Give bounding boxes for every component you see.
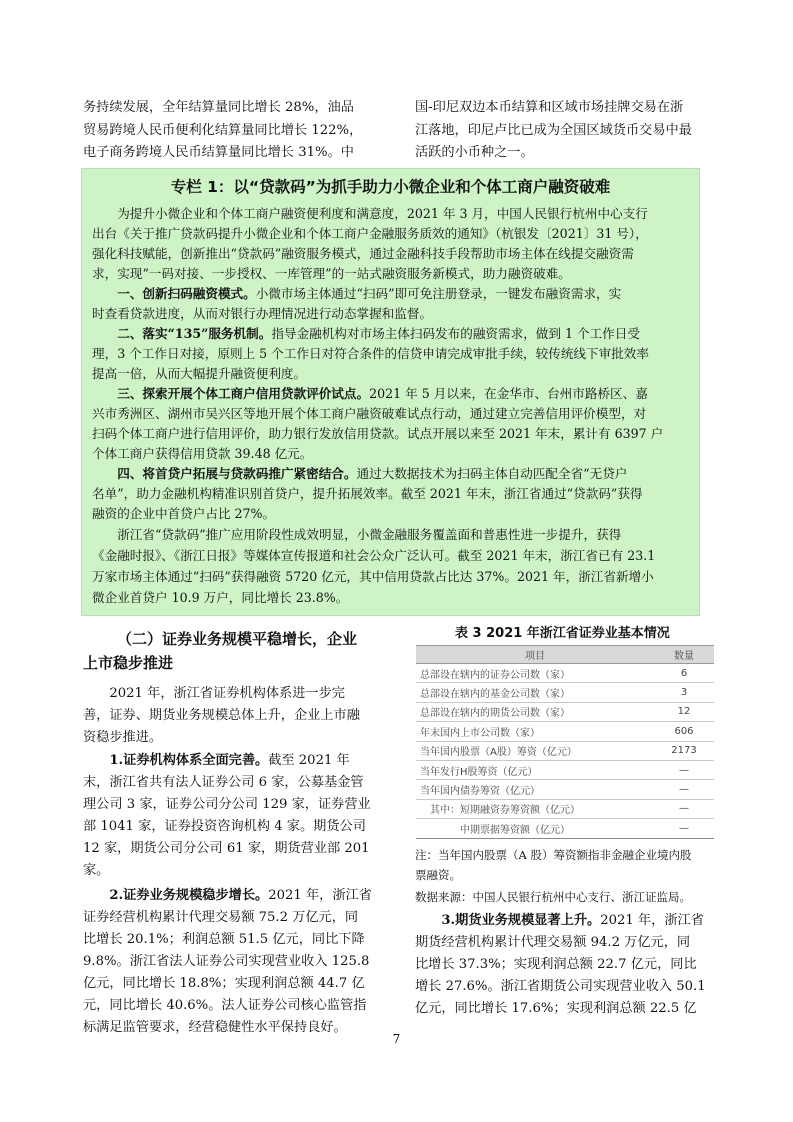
box-line: 出台《关于推广贷款码提升小微企业和个体工商户金融服务质效的通知》（杭银发〔2021〕31 号）， bbox=[92, 226, 648, 241]
text-line bbox=[415, 911, 715, 930]
text-line: 亿元，同比增长 18.8%；实现利润总额 44.7 亿 bbox=[83, 976, 365, 991]
text-line: 末，浙江省共有法人证券公司 6 家，公募基金管 bbox=[83, 775, 364, 790]
box-text: 指导金融机构对市场主体扫码发布的融资需求，做到 1 个工作日受 bbox=[271, 326, 640, 341]
table-cell: 当年国内股票（A股）筹资（亿元） bbox=[416, 741, 654, 760]
text-line: 9.8%。浙江省法人证券公司实现营业收入 125.8 bbox=[83, 954, 370, 969]
box-line: 为提升小微企业和个体工商户融资便利度和满意度，2021 年 3 月，中国人民银行杭州中心支行 bbox=[92, 206, 648, 221]
point-heading: 一、创新扫码融资模式。 bbox=[92, 286, 256, 301]
column-header: 数量 bbox=[654, 646, 714, 664]
text: 2021 年，浙江省 bbox=[268, 888, 372, 903]
box-line: 求，实现“一码对接、一步授权、一库管理”的一站式融资服务新模式，助力融资破难。 bbox=[92, 266, 571, 281]
column-box bbox=[81, 168, 700, 616]
text-line: 理公司 3 家，证券公司分公司 129 家，证券营业 bbox=[83, 797, 371, 812]
table-header-row bbox=[416, 646, 714, 664]
box-line: 浙江省“贷款码”推广应用阶段性成效明显，小微金融服务覆盖面和普惠性进一步提升，获得 bbox=[92, 527, 622, 542]
text-line: 务持续发展，全年结算量同比增长 28%，油品 bbox=[83, 100, 354, 115]
text-line: 元，同比增长 40.6%。法人证券公司核心监管指 bbox=[83, 998, 367, 1013]
text-line: 12 家，期货公司分公司 61 家，期货营业部 201 bbox=[83, 841, 370, 856]
box-line: 融资的企业中首贷户占比 27%。 bbox=[92, 506, 276, 521]
table-cell: 中期票据筹资额（亿元） bbox=[416, 819, 654, 838]
table-cell: 12 bbox=[654, 702, 714, 721]
text-line: 比增长 37.3%；实现利润总额 22.7 亿元，同比 bbox=[415, 957, 697, 972]
box-line bbox=[92, 285, 621, 303]
text: 2021 年，浙江省 bbox=[600, 913, 704, 928]
table-cell: 2173 bbox=[654, 741, 714, 760]
box-text: 2021 年 5 月以来，在金华市、台州市路桥区、嘉 bbox=[369, 386, 648, 401]
point-heading: 三、探索开展个体工商户信用贷款评价试点。 bbox=[92, 386, 370, 401]
text-line: 亿元，同比增长 17.6%；实现利润总额 22.5 亿 bbox=[415, 1001, 697, 1016]
text-line: 贸易跨境人民币便利化结算量同比增长 122%， bbox=[83, 123, 363, 138]
page-number: 7 bbox=[392, 1032, 401, 1046]
box-line bbox=[92, 325, 640, 343]
box-line: 万家市场主体通过“扫码”获得融资 5720 亿元，其中信用贷款占比达 37%。2021 年，浙江省新增小 bbox=[92, 569, 654, 584]
box-line: 个体工商户获得信用贷款 39.48 亿元。 bbox=[92, 446, 313, 461]
box-text: 通过大数据技术为扫码主体自动匹配全省“无贷户 bbox=[356, 466, 628, 481]
table-cell: 6 bbox=[654, 664, 714, 683]
text-line: 增长 27.6%。浙江省期货公司实现营业收入 50.1 bbox=[415, 979, 706, 994]
text-line: 期货经营机构累计代理交易额 94.2 万亿元，同 bbox=[415, 935, 691, 950]
point-heading: 四、将首贷户拓展与贷款码推广紧密结合。 bbox=[92, 466, 357, 481]
table-row bbox=[416, 780, 714, 799]
subheading: 3.期货业务规模显著上升。 bbox=[415, 913, 601, 928]
table-cell: 当年国内债券筹资（亿元） bbox=[416, 780, 654, 799]
text-line: 江落地，印尼卢比已成为全国区域货币交易中最 bbox=[415, 123, 692, 138]
table-row bbox=[416, 702, 714, 721]
box-line: 微企业首贷户 10.9 万户，同比增长 23.8%。 bbox=[92, 590, 349, 605]
text-line: 善，证券、期货业务规模总体上升，企业上市融 bbox=[83, 708, 360, 723]
box-line: 时查看贷款进度，从而对银行办理情况进行动态掌握和监督。 bbox=[92, 306, 433, 321]
column-header: 项目 bbox=[416, 646, 654, 664]
text-line bbox=[83, 751, 403, 770]
section-heading: 上市稳步推进 bbox=[83, 654, 174, 672]
table-cell: 3 bbox=[654, 683, 714, 702]
box-title: 专栏 1：以“贷款码”为抓手助力小微企业和个体工商户融资破难 bbox=[170, 178, 611, 196]
text-line: 2021 年，浙江省证券机构体系进一步完 bbox=[83, 686, 345, 701]
table-cell: — bbox=[654, 760, 714, 779]
box-line: 名单”，助力金融机构精准识别首贷户，提升拓展效率。截至 2021 年末，浙江省通过“贷款码”获得 bbox=[92, 486, 643, 501]
table-source: 数据来源：中国人民银行杭州中心支行、浙江证监局。 bbox=[415, 890, 691, 904]
table-row bbox=[416, 722, 714, 741]
box-line bbox=[92, 465, 627, 483]
box-line: 兴市秀洲区、湖州市吴兴区等地开展个体工商户融资破难试点行动，通过建立完善信用评价模型，对 bbox=[92, 406, 647, 421]
table-cell: 总部设在辖内的基金公司数（家） bbox=[416, 683, 654, 702]
subheading: 2.证券业务规模稳步增长。 bbox=[83, 888, 269, 903]
box-line: 理，3 个工作日对接，原则上 5 个工作日对符合条件的信贷申请完成审批手续，较传统线下审批效率 bbox=[92, 346, 649, 361]
table-row bbox=[416, 760, 714, 779]
text: 截至 2021 年 bbox=[268, 753, 350, 768]
box-line: 扫码个体工商户进行信用评价，助力银行发放信用贷款。试点开展以来至 2021 年末，累计有 6397 户 bbox=[92, 426, 664, 441]
text-line: 资稳步推进。 bbox=[83, 730, 163, 745]
text-line: 活跃的小币种之一。 bbox=[415, 145, 534, 160]
text-line bbox=[83, 886, 403, 905]
text-line: 标满足监管要求，经营稳健性水平保持良好。 bbox=[83, 1020, 347, 1035]
table-cell: 当年发行H股筹资（亿元） bbox=[416, 760, 654, 779]
table-cell: 606 bbox=[654, 722, 714, 741]
table-row bbox=[416, 741, 714, 760]
table-note: 票融资。 bbox=[415, 868, 461, 882]
box-line: 提高一倍，从而大幅提升融资便利度。 bbox=[92, 366, 307, 381]
table-row bbox=[416, 664, 714, 683]
table-note: 注：当年国内股票（A 股）筹资额指非金融企业境内股 bbox=[415, 848, 692, 862]
table-row bbox=[416, 683, 714, 702]
box-line: 强化科技赋能，创新推出“贷款码”融资服务模式，通过金融科技手段帮助市场主体在线提交融资需 bbox=[92, 246, 634, 261]
table-cell: — bbox=[654, 780, 714, 799]
table-cell: 总部设在辖内的证券公司数（家） bbox=[416, 664, 654, 683]
text-line: 部 1041 家，证券投资咨询机构 4 家。期货公司 bbox=[83, 819, 366, 834]
box-line bbox=[92, 385, 648, 403]
table-cell: — bbox=[654, 819, 714, 838]
section-heading: （二）证券业务规模平稳增长，企业 bbox=[117, 630, 358, 648]
point-heading: 二、落实“135”服务机制。 bbox=[92, 326, 272, 341]
box-line: 《金融时报》、《浙江日报》等媒体宣传报道和社会公众广泛认可。截至 2021 年末，浙江省已有 23.1 bbox=[92, 548, 656, 563]
subheading: 1.证券机构体系全面完善。 bbox=[83, 753, 269, 768]
table-cell: 其中：短期融资券筹资额（亿元） bbox=[416, 799, 654, 818]
table-row bbox=[416, 799, 714, 818]
table-cell: — bbox=[654, 799, 714, 818]
text-line: 国-印尼双边本币结算和区域市场挂牌交易在浙 bbox=[415, 100, 684, 115]
table-row bbox=[416, 819, 714, 838]
text-line: 比增长 20.1%；利润总额 51.5 亿元，同比下降 bbox=[83, 932, 365, 947]
text-line: 证券经营机构累计代理交易额 75.2 万亿元，同 bbox=[83, 910, 359, 925]
table-title: 表 3 2021 年浙江省证券业基本情况 bbox=[455, 626, 670, 641]
table-cell: 年末国内上市公司数（家） bbox=[416, 722, 654, 741]
box-text: 小微市场主体通过“扫码”即可免注册登录，一键发布融资需求，实 bbox=[255, 286, 622, 301]
stats-table bbox=[416, 645, 714, 839]
text-line: 家。 bbox=[83, 863, 110, 878]
table-cell: 总部设在辖内的期货公司数（家） bbox=[416, 702, 654, 721]
text-line: 电子商务跨境人民币结算量同比增长 31%。中 bbox=[83, 145, 354, 160]
